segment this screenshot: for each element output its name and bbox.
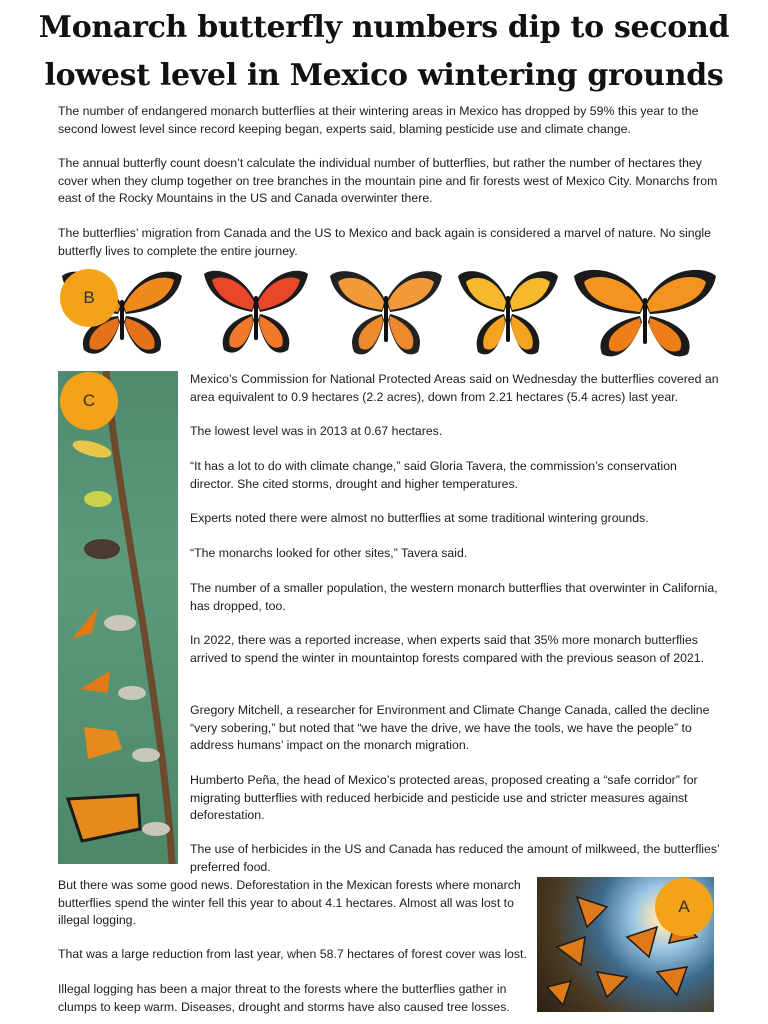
column-paragraph-9: Humberto Peña, the head of Mexico’s protected areas, proposed creating a “safe corridor” for migrating butterflies with reduced herbicide and pesticide use and stricter measures against deforestation.	[190, 773, 698, 822]
monarch-butterfly-image-5	[572, 266, 718, 362]
intro-paragraph-2: The annual butterfly count doesn’t calculate the individual number of butterflies, but rather the number of hectares they cover when they clump together on tree branches in the mountain pine and fir forests west of Mexico City. Monarchs from east of the Rocky Mountains in the US and Canada overwinter there.	[58, 156, 718, 205]
intro-paragraph-1: The number of endangered monarch butterflies at their wintering areas in Mexico has dropped by 59% this year to the second lowest level since record keeping began, experts said, blaming pesticide use and climate change.	[58, 104, 699, 136]
column-paragraph-1: Mexico’s Commission for National Protected Areas said on Wednesday the butterflies covered an area equivalent to 0.9 hectares (2.2 acres), down from 2.21 hectares (5.4 acres) last year.	[190, 372, 719, 404]
column-paragraph-6: The number of a smaller population, the western monarch butterflies that overwinter in California, has dropped, too.	[190, 581, 718, 613]
bottom-paragraph-3: Illegal logging has been a major threat to the forests where the butterflies gather in clumps to keep warm. Diseases, drought and storms have also caused tree losses.	[58, 982, 510, 1014]
column-paragraph-4: Experts noted there were almost no butterflies at some traditional wintering grounds.	[190, 511, 649, 525]
column-paragraph-7: In 2022, there was a reported increase, when experts said that 35% more monarch butterflies arrived to spend the winter in mountaintop forests compared with the previous season of 2021.	[190, 633, 705, 665]
column-paragraph-10: The use of herbicides in the US and Canada has reduced the amount of milkweed, the butterflies’ preferred food.	[190, 842, 720, 874]
label-badge-a: A	[655, 878, 713, 936]
butterfly-illustrations	[58, 266, 718, 362]
bottom-paragraph-2: That was a large reduction from last year, when 58.7 hectares of forest cover was lost.	[58, 947, 527, 961]
monarch-butterfly-image-4	[456, 266, 560, 362]
column-paragraph-5: “The monarchs looked for other sites,” Tavera said.	[190, 546, 468, 560]
monarch-butterfly-image-3	[328, 266, 444, 362]
column-paragraph-2: The lowest level was in 2013 at 0.67 hectares.	[190, 424, 443, 438]
column-paragraph-8: Gregory Mitchell, a researcher for Environment and Climate Change Canada, called the decline “very sobering,” but noted that “we have the drive, we have the tools, we have the people” to address humans’ impact on the monarch migration.	[190, 703, 710, 752]
bottom-paragraph-1: But there was some good news. Deforestation in the Mexican forests where monarch butterflies spend the winter fell this year to about 4.1 hectares. Almost all was lost to illegal logging.	[58, 878, 521, 927]
label-badge-b: B	[60, 269, 118, 327]
column-paragraph-3: “It has a lot to do with climate change,” said Gloria Tavera, the commission’s conservation director. She cited storms, drought and higher temperatures.	[190, 459, 677, 491]
monarch-life-cycle-image	[58, 371, 178, 864]
headline: Monarch butterfly numbers dip to second lowest level in Mexico wintering grounds	[38, 10, 730, 93]
intro-paragraph-3: The butterflies’ migration from Canada and the US to Mexico and back again is considered a marvel of nature. No single butterfly lives to complete the entire journey.	[58, 226, 711, 258]
label-badge-c: C	[60, 372, 118, 430]
monarch-butterfly-image-2	[200, 266, 312, 362]
